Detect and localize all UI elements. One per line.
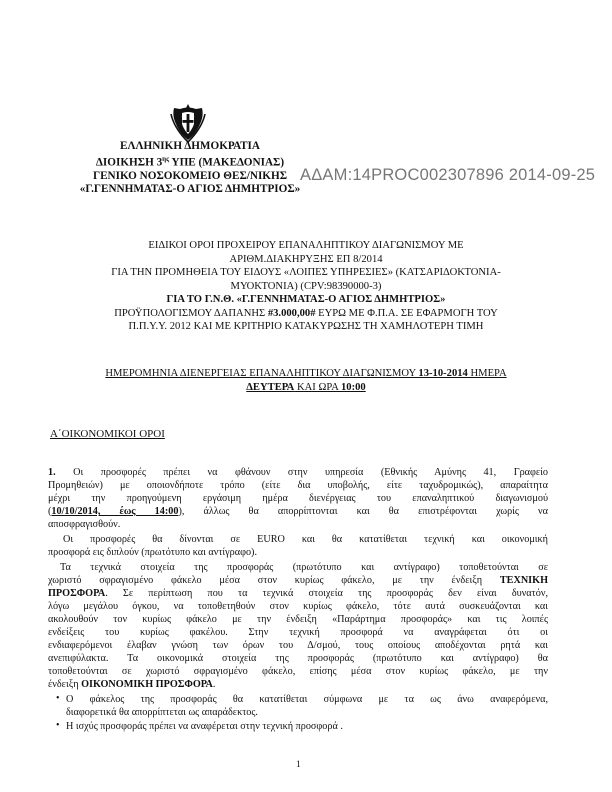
- bullet-1-line-2: διαφορετικά θα απορρίπτεται ως απαράδεκτος.: [66, 707, 258, 718]
- title-budget-label: ΠΡΟΫΠΟΛΟΓΙΣΜΟΥ ΔΑΠΑΝΗΣ: [114, 307, 268, 319]
- header-hospital-name: «Γ.ΓΕΝΝΗΜΑΤΑΣ-Ο ΑΓΙΟΣ ΔΗΜΗΤΡΙΟΣ»: [79, 182, 301, 195]
- header-hospital: ΓΕΝΙΚΟ ΝΟΣΟΚΟΜΕΙΟ ΘΕΣ/ΝΙΚΗΣ: [92, 169, 288, 182]
- header-administration-text: ΔΙΟΙΚΗΣΗ 3: [95, 156, 163, 169]
- section-title: Α΄ΟΙΚΟΝΟΜΙΚΟΙ ΟΡΟΙ: [50, 428, 165, 440]
- p3-line-3: [48, 587, 548, 600]
- title-budget-amount: #3.000,00#: [267, 307, 316, 319]
- date-label: ΗΜΕΡΟΜΗΝΙΑ ΔΙΕΝΕΡΓΕΙΑΣ ΕΠΑΝΑΛΗΠΤΙΚΟΥ ΔΙΑΓΩΝΙΣΜΟΥ: [105, 368, 419, 379]
- title-line-5: ΓΙΑ ΤΟ Γ.Ν.Θ. «Γ.ΓΕΝΝΗΜΑΤΑΣ-Ο ΑΓΙΟΣ ΔΗΜΗΤΡΙΟΣ»: [166, 294, 446, 305]
- p2-line-1: Οι προσφορές θα δίνονται σε EURO και θα κατατίθεται τεχνική και οικονομική: [63, 534, 548, 545]
- p3-line-7: ενδιαφερόμενοι έλαβαν γνώση των όρων του Δ/σμού, τους οποίους αποδέχονται ρητά και: [48, 640, 548, 651]
- technical-label: ΤΕΧΝΙΚΗ: [499, 575, 548, 586]
- p1-deadline: 10/10/2014, έως 14:00: [51, 506, 179, 517]
- tender-date: 13-10-2014: [418, 368, 468, 379]
- p3-line-5: ακολουθούν τον κυρίως φάκελο με την ένδειξη «Παράρτημα προσφοράς» και τις λοιπές: [48, 614, 548, 625]
- p3-line-9: τοποθετούνται σε χωριστό σφραγισμένο φάκελο, επίσης μέσα στον κυρίως φάκελο, με την: [48, 666, 548, 677]
- bullet-2-icon: •: [56, 720, 60, 731]
- p3-line-2: [48, 574, 548, 587]
- p3-text-3: . Σε περίπτωση που τα τεχνικά στοιχεία της προσφοράς δεν είναι δυνατόν,: [105, 588, 548, 599]
- header-administration: [60, 153, 320, 170]
- p1-line-3: μέχρι την προηγούμενη εργάσιμη ημέρα διενέργειας του επαναληπτικού διαγωνισμού: [48, 493, 548, 504]
- p3-line-6: ενδείξεις του κυρίως φακέλου. Στην τεχνική προσφορά να αναγράφεται ότι οι: [48, 627, 548, 638]
- tender-date-line: [40, 367, 572, 394]
- bullet-1-icon: •: [56, 693, 60, 704]
- bullet-2-line-1: Η ισχύς προσφοράς πρέπει να αναφέρεται στην τεχνική προσφορά .: [66, 721, 343, 732]
- p3-line-1: Τα τεχνικά στοιχεία της προσφοράς (πρωτότυπο και αντίγραφο) τοποθετούνται σε: [60, 562, 548, 573]
- p3-line-4: λόγω μεγάλου όγκου, να τοποθετηθούν στον κυρίως φάκελο, τότε αυτά συσκευάζονται και: [48, 601, 548, 612]
- p3-line-10: [48, 678, 548, 691]
- economic-offer-label: ΟΙΚΟΝΟΜΙΚΗ ΠΡΟΣΦΟΡΑ: [81, 679, 213, 690]
- p1-line-1: [48, 466, 548, 479]
- ada-watermark: ΑΔΑΜ:14PROC002307896 2014-09-25: [300, 166, 596, 184]
- title-line-4: ΜΥΟΚΤΟΝΙΑ) (CPV:98390000-3): [230, 280, 382, 292]
- bullet-1-line-1: Ο φάκελος της προσφοράς θα κατατίθεται σύμφωνα με τα ως άνω αναφερόμενα,: [66, 694, 548, 705]
- page-number: 1: [296, 760, 301, 770]
- p3-period: .: [212, 679, 216, 690]
- p2-line-2: προσφορά εις διπλούν (πρωτότυπο και αντίγραφο).: [48, 547, 257, 558]
- p3-text-2: χωριστό σφραγισμένο φάκελο μέσα στον κυρίως φάκελο, με την ένδειξη: [48, 575, 500, 586]
- title-line-2: ΑΡΙΘΜ.ΔΙΑΚΗΡΥΞΗΣ ΕΠ 8/2014: [229, 253, 383, 265]
- title-line-1: ΕΙΔΙΚΟΙ ΟΡΟΙ ΠΡΟΧΕΙΡΟΥ ΕΠΑΝΑΛΗΠΤΙΚΟΥ ΔΙΑΓΩΝΙΣΜΟΥ ΜΕ: [148, 240, 464, 251]
- title-line-7: Π.Π.Υ.Υ. 2012 ΚΑΙ ΜΕ ΚΡΙΤΗΡΙΟ ΚΑΤΑΚΥΡΩΣΗΣ ΤΗ ΧΑΜΗΛΟΤΕΡΗ ΤΙΜΗ: [128, 321, 484, 332]
- time-label: ΚΑΙ ΩΡΑ: [294, 381, 341, 393]
- offer-label: ΠΡΟΣΦΟΡΑ: [48, 588, 106, 599]
- title-line-6: [40, 307, 572, 321]
- tender-time: 10:00: [341, 381, 366, 393]
- header-administration-tail: ΥΠΕ (ΜΑΚΕΔΟΝΙΑΣ): [169, 156, 285, 169]
- day-label: ΗΜΕΡΑ: [467, 368, 507, 379]
- document-title: [40, 239, 572, 334]
- p3-text-10: ένδειξη: [48, 679, 82, 690]
- header-country: ΕΛΛΗΝΙΚΗ ΔΗΜΟΚΡΑΤΙΑ: [120, 140, 260, 152]
- p1-line-5: αποσφραγισθούν.: [48, 519, 121, 530]
- institution-header: [60, 140, 320, 196]
- title-budget-tail: ΕΥΡΩ ΜΕ Φ.Π.Α. ΣΕ ΕΦΑΡΜΟΓΗ ΤΟΥ: [315, 307, 498, 319]
- header-sup: ης: [162, 155, 170, 163]
- p1-number: 1.: [48, 467, 56, 478]
- p1-text-4: ), άλλως θα απορρίπτονται και θα επιστρέφονται χωρίς να: [178, 506, 549, 517]
- tender-day: ΔΕΥΤΕΡΑ: [246, 381, 295, 393]
- p1-line-2: Προμηθειών) με οποιονδήποτε τρόπο (είτε δια υποβολής, είτε ταχυδρομικώς), απαραίτητα: [48, 480, 548, 491]
- p1-paren: (: [48, 506, 52, 517]
- p1-line-4: [48, 505, 548, 518]
- p3-line-8: ανεπιφύλακτα. Τα οικονομικά στοιχεία της προσφοράς (πρωτότυπο και αντίγραφο) θα: [48, 653, 548, 664]
- p1-text-1: Οι προσφορές πρέπει να φθάνουν στην υπηρεσία (Εθνικής Αμύνης 41, Γραφείο: [55, 467, 548, 478]
- title-line-3: ΓΙΑ ΤΗΝ ΠΡΟΜΗΘΕΙΑ ΤΟΥ ΕΙΔΟΥΣ «ΛΟΙΠΕΣ ΥΠΗΡΕΣΙΕΣ» (ΚΑΤΣΑΡΙΔΟΚΤΟΝΙΑ-: [111, 267, 501, 278]
- coat-of-arms-emblem: [168, 102, 208, 144]
